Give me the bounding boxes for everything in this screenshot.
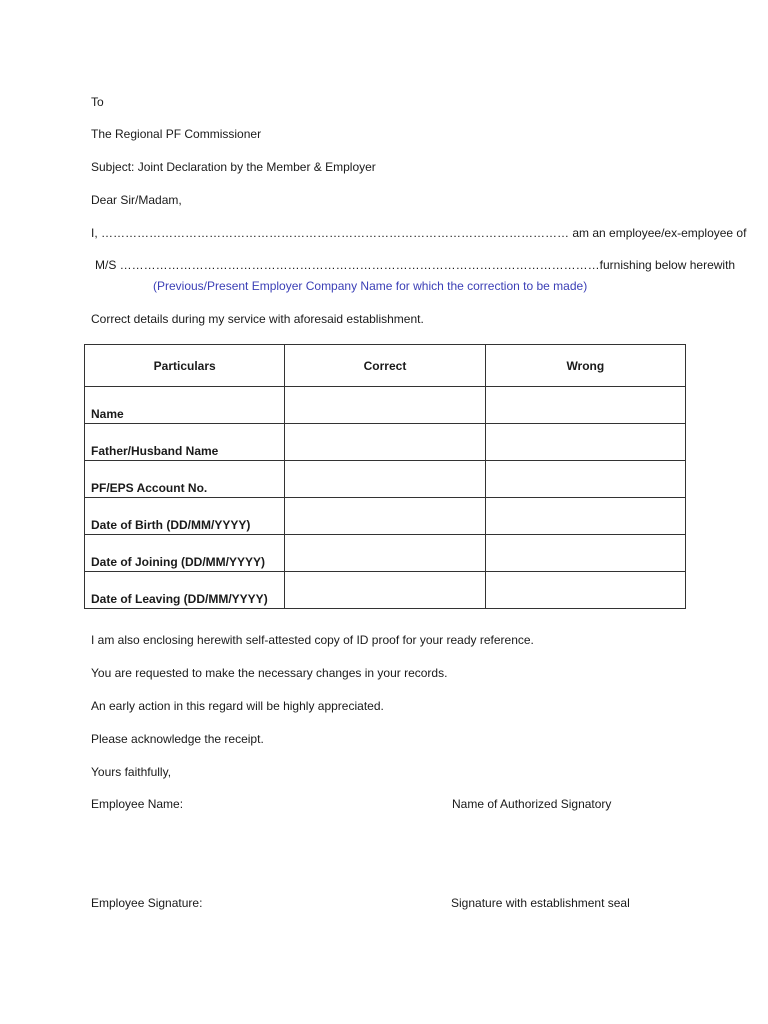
early-action-line: An early action in this regard will be highly appreciated. — [91, 699, 384, 713]
recipient-line: The Regional PF Commissioner — [91, 127, 262, 141]
wrong-cell[interactable] — [485, 387, 685, 424]
wrong-cell[interactable] — [485, 461, 685, 498]
header-particulars: Particulars — [85, 345, 285, 387]
id-proof-line: I am also enclosing herewith self-attested copy of ID proof for your ready reference. — [91, 633, 534, 647]
row-label: Date of Leaving (DD/MM/YYYY) — [85, 572, 285, 609]
establishment-signature-label: Signature with establishment seal — [451, 896, 630, 910]
correct-cell[interactable] — [285, 498, 485, 535]
acknowledge-line: Please acknowledge the receipt. — [91, 732, 264, 746]
table-header-row — [85, 345, 686, 387]
table-row — [85, 424, 686, 461]
table-row — [85, 387, 686, 424]
salutation: Dear Sir/Madam, — [91, 193, 182, 207]
wrong-cell[interactable] — [485, 535, 685, 572]
employer-line — [95, 257, 736, 273]
signoff: Yours faithfully, — [91, 765, 172, 779]
employee-name-blank: ……………………………………………………………………………………………………… — [101, 226, 570, 240]
row-label: Father/Husband Name — [85, 424, 285, 461]
employee-declaration-line — [91, 225, 747, 241]
employee-name-label: Employee Name: — [91, 797, 184, 811]
row-label: Name — [85, 387, 285, 424]
intro-line: Correct details during my service with aforesaid establishment. — [91, 312, 424, 326]
subject-line: Subject: Joint Declaration by the Member & Employer — [91, 160, 376, 174]
request-line: You are requested to make the necessary changes in your records. — [91, 666, 448, 680]
row-label: PF/EPS Account No. — [85, 461, 285, 498]
table-row — [85, 572, 686, 609]
employee-signature-label: Employee Signature: — [91, 896, 203, 910]
employer-name-blank: ………………………………………………………………………………………………………… — [119, 258, 600, 272]
wrong-cell[interactable] — [485, 424, 685, 461]
employer-note: (Previous/Present Employer Company Name for which the correction to be made) — [153, 279, 588, 293]
header-wrong: Wrong — [485, 345, 685, 387]
table-row — [85, 498, 686, 535]
correct-cell[interactable] — [285, 535, 485, 572]
table-row — [85, 535, 686, 572]
correct-cell[interactable] — [285, 387, 485, 424]
row-label: Date of Joining (DD/MM/YYYY) — [85, 535, 285, 572]
line2-prefix: M/S — [95, 258, 120, 272]
line1-prefix: I, — [91, 226, 102, 240]
correction-table — [84, 344, 686, 609]
correct-cell[interactable] — [285, 572, 485, 609]
wrong-cell[interactable] — [485, 572, 685, 609]
line1-suffix: am an employee/ex-employee of — [569, 226, 747, 240]
correct-cell[interactable] — [285, 424, 485, 461]
row-label: Date of Birth (DD/MM/YYYY) — [85, 498, 285, 535]
to-label: To — [91, 95, 104, 109]
authorized-signatory-label: Name of Authorized Signatory — [452, 797, 612, 811]
correct-cell[interactable] — [285, 461, 485, 498]
wrong-cell[interactable] — [485, 498, 685, 535]
line2-suffix: furnishing below herewith — [599, 258, 736, 272]
header-correct: Correct — [285, 345, 485, 387]
table-row — [85, 461, 686, 498]
